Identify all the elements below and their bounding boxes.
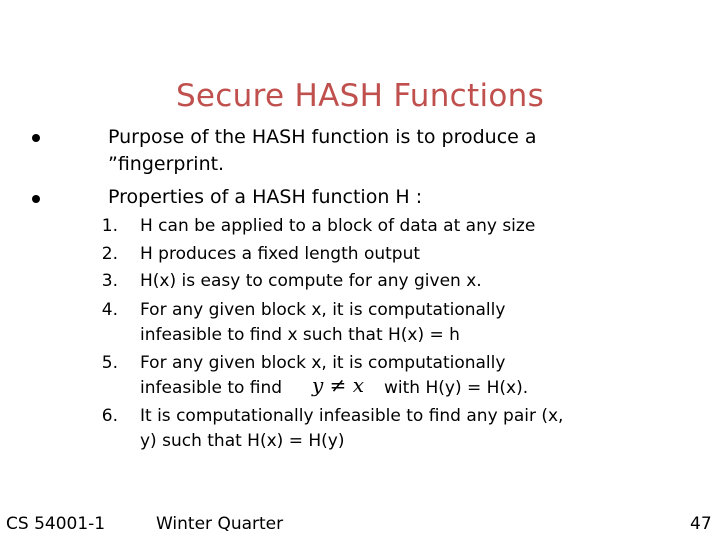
item-2-line1: H produces a fixed length output xyxy=(140,244,421,264)
item-number-6: 6. xyxy=(101,406,118,426)
bullet-dot-1 xyxy=(32,134,40,142)
footer-course: CS 54001-1 xyxy=(6,514,106,534)
footer-page-number: 47 xyxy=(690,514,712,534)
item-number-3: 3. xyxy=(101,271,118,291)
item-number-4: 4. xyxy=(101,300,118,320)
item-number-2: 2. xyxy=(101,244,118,264)
math-y-not-equal-x: y ≠ x xyxy=(312,373,365,397)
item-3-line1: H(x) is easy to compute for any given x. xyxy=(140,271,482,291)
item-6-line2: y) such that H(x) = H(y) xyxy=(140,431,345,451)
item-5-line2-start: infeasible to find xyxy=(140,378,283,398)
bullet-purpose-line1: Purpose of the HASH function is to produce a xyxy=(108,126,537,148)
item-6-line1: It is computationally infeasible to find any pair (x, xyxy=(140,406,564,426)
item-5-line1: For any given block x, it is computationally xyxy=(140,353,506,373)
slide-title: Secure HASH Functions xyxy=(175,78,545,114)
item-5-line2-end: with H(y) = H(x). xyxy=(384,378,529,398)
bullet-properties: Properties of a HASH function H : xyxy=(108,186,423,208)
item-number-1: 1. xyxy=(101,216,118,236)
item-number-5: 5. xyxy=(101,353,118,373)
bullet-purpose-line2: ”fingerprint. xyxy=(108,153,225,175)
item-1-line1: H can be applied to a block of data at any size xyxy=(140,216,536,236)
footer-quarter: Winter Quarter xyxy=(156,514,284,534)
item-4-line2: infeasible to find x such that H(x) = h xyxy=(140,325,460,345)
item-4-line1: For any given block x, it is computationally xyxy=(140,300,506,320)
bullet-dot-2 xyxy=(32,195,40,203)
